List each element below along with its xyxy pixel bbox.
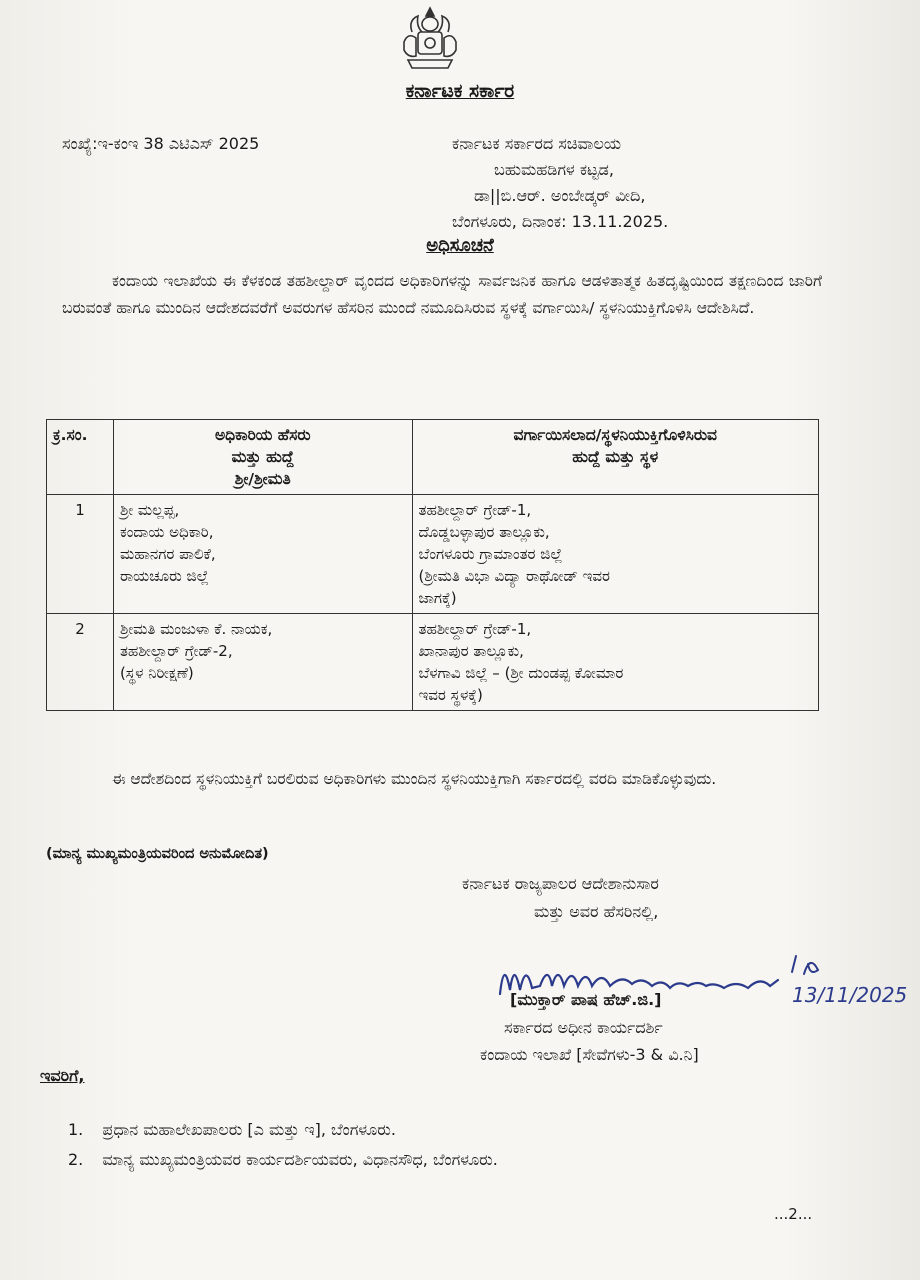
cell-line: ತಹಶೀಲ್ದಾರ್ ಗ್ರೇಡ್-1,	[418, 501, 532, 519]
header-line: ಶ್ರೀ/ಶ್ರೀಮತಿ	[234, 470, 291, 488]
cell-line: ಜಾಗಕ್ಕೆ)	[418, 589, 457, 607]
transfer-table	[46, 419, 819, 711]
approval-note: (ಮಾನ್ಯ ಮುಖ್ಯಮಂತ್ರಿಯವರಿಂದ ಅನುಮೋದಿತ)	[46, 846, 269, 862]
reference-number: ಸಂಖ್ಯೆ:ಇ-ಕಂಇ 38 ಎಟಿಎಸ್ 2025	[62, 134, 260, 153]
header-line: ಹುದ್ದೆ ಮತ್ತು ಸ್ಥಳ	[572, 448, 659, 466]
col-header-posting	[412, 420, 818, 495]
signatory-designation: ಸರ್ಕಾರದ ಅಧೀನ ಕಾರ್ಯದರ್ಶಿ	[504, 1018, 663, 1037]
cell-line: ಕಂದಾಯ ಅಧಿಕಾರಿ,	[119, 523, 214, 541]
table-row	[47, 614, 819, 711]
cell-line: ಶ್ರೀ ಮಲ್ಲಪ್ಪ,	[119, 501, 180, 519]
address-date-line: ಬೆಂಗಳೂರು, ದಿನಾಂಕ: 13.11.2025.	[452, 212, 669, 231]
cell-line: (ಸ್ಥಳ ನಿರೀಕ್ಷಣೆ)	[119, 664, 194, 682]
signature-date: 13/11/2025	[792, 983, 908, 1007]
cell-line: ಬೆಳಗಾವಿ ಜಿಲ್ಲೆ – (ಶ್ರೀ ದುಂಡಪ್ಪ ಕೋಮಾರ	[418, 664, 624, 682]
cell-line: ಇವರ ಸ್ಥಳಕ್ಕೆ)	[418, 686, 483, 704]
col-header-officer	[113, 420, 412, 495]
row-sl: 2	[47, 614, 114, 711]
address-line: ಕರ್ನಾಟಕ ಸರ್ಕಾರದ ಸಚಿವಾಲಯ	[452, 134, 621, 153]
recipient-item	[68, 1150, 498, 1170]
row-sl: 1	[47, 495, 114, 614]
header-line: ಅಧಿಕಾರಿಯ ಹೆಸರು	[214, 426, 311, 444]
government-emblem	[398, 2, 462, 72]
order-line: ಮತ್ತು ಅವರ ಹೆಸರಿನಲ್ಲಿ,	[534, 902, 659, 921]
closing-paragraph: ಈ ಆದೇಶದಿಂದ ಸ್ಥಳನಿಯುಕ್ತಿಗೆ ಬರಲಿರುವ ಅಧಿಕಾರಿಗಳು ಮುಂದಿನ ಸ್ಥಳನಿಯುಕ್ತಿಗಾಗಿ ಸರ್ಕಾರದಲ್ಲಿ ವರದಿ ಮಾಡಿಕೊಳ್ಳುವುದು.	[112, 770, 717, 788]
cell-line: ಬೆಂಗಳೂರು ಗ್ರಾಮಾಂತರ ಜಿಲ್ಲೆ	[418, 545, 563, 563]
header-line: ವರ್ಗಾಯಿಸಲಾದ/ಸ್ಥಳನಿಯುಕ್ತಿಗೊಳಿಸಿರುವ	[513, 426, 717, 444]
cell-line: ದೊಡ್ಡಬಳ್ಳಾಪುರ ತಾಲ್ಲೂಕು,	[418, 523, 550, 541]
order-line: ಕರ್ನಾಟಕ ರಾಜ್ಯಪಾಲರ ಆದೇಶಾನುಸಾರ	[462, 874, 659, 893]
cell-line: ಶ್ರೀಮತಿ ಮಂಜುಳಾ ಕೆ. ನಾಯಕ,	[119, 620, 273, 638]
address-line: ಬಹುಮಹಡಿಗಳ ಕಟ್ಟಡ,	[494, 160, 614, 179]
recipient-item	[68, 1120, 396, 1140]
cell-line: ರಾಯಚೂರು ಜಿಲ್ಲೆ	[119, 567, 209, 585]
row-posting	[412, 495, 818, 614]
cell-line: (ಶ್ರೀಮತಿ ವಿಭಾ ವಿದ್ಯಾ ರಾಥೋಡ್ ಇವರ	[418, 567, 610, 585]
recipient-text: ಮಾನ್ಯ ಮುಖ್ಯಮಂತ್ರಿಯವರ ಕಾರ್ಯದರ್ಶಿಯವರು, ವಿಧಾನಸೌಧ, ಬೆಂಗಳೂರು.	[102, 1150, 498, 1169]
notification-body: ಕಂದಾಯ ಇಲಾಖೆಯ ಈ ಕೆಳಕಂಡ ತಹಶೀಲ್ದಾರ್ ವೃಂದದ ಅಧಿಕಾರಿಗಳನ್ನು ಸಾರ್ವಜನಿಕ ಹಾಗೂ ಆಡಳಿತಾತ್ಮಕ ಹಿತದೃಷ್ಟಿಯಿಂದ ತಕ್ಷಣದಿಂದ ಜಾರಿಗೆ ಬರುವಂತೆ ಹಾಗೂ ಮುಂದಿನ ಆದೇಶದವರೆಗೆ ಅವರುಗಳ ಹೆಸರಿನ ಮುಂದೆ ನಮೂದಿಸಿರುವ ಸ್ಥಳಕ್ಕೆ ವರ್ಗಾಯಿಸಿ/ ಸ್ಥಳನಿಯುಕ್ತಿಗೊಳಿಸಿ ಆದೇಶಿಸಿದೆ.	[62, 272, 822, 317]
row-posting	[412, 614, 818, 711]
government-title: ಕರ್ನಾಟಕ ಸರ್ಕಾರ	[405, 80, 515, 102]
signatory-name: [ಮುಕ್ತಾರ್ ಪಾಷ ಹೆಚ್.ಜಿ.]	[510, 990, 662, 1009]
signatory-department: ಕಂದಾಯ ಇಲಾಖೆ [ಸೇವೆಗಳು-3 & ವಿ.ನಿ]	[480, 1045, 699, 1064]
col-header-sl: ಕ್ರ.ಸಂ.	[47, 420, 114, 495]
cell-line: ಖಾನಾಪುರ ತಾಲ್ಲೂಕು,	[418, 642, 524, 660]
table-header-row	[47, 420, 819, 495]
cell-line: ತಹಶೀಲ್ದಾರ್ ಗ್ರೇಡ್-1,	[418, 620, 532, 638]
row-officer	[113, 495, 412, 614]
cell-line: ಮಹಾನಗರ ಪಾಲಿಕೆ,	[119, 545, 216, 563]
row-officer	[113, 614, 412, 711]
header-line: ಮತ್ತು ಹುದ್ದೆ	[231, 448, 294, 466]
recipient-number: 1.	[68, 1120, 84, 1139]
page-marker: ...2...	[774, 1205, 813, 1223]
table-row	[47, 495, 819, 614]
recipient-text: ಪ್ರಧಾನ ಮಹಾಲೇಖಪಾಲರು [ಎ ಮತ್ತು ಇ], ಬೆಂಗಳೂರು.	[102, 1120, 396, 1139]
address-line: ಡಾ||ಬಿ.ಆರ್. ಅಂಬೇಡ್ಕರ್ ವೀದಿ,	[474, 186, 646, 205]
recipient-number: 2.	[68, 1150, 84, 1169]
notification-heading: ಅಧಿಸೂಚನೆ	[426, 235, 494, 256]
cell-line: ತಹಶೀಲ್ದಾರ್ ಗ್ರೇಡ್-2,	[119, 642, 233, 660]
recipients-heading: ಇವರಿಗೆ,	[40, 1066, 85, 1085]
